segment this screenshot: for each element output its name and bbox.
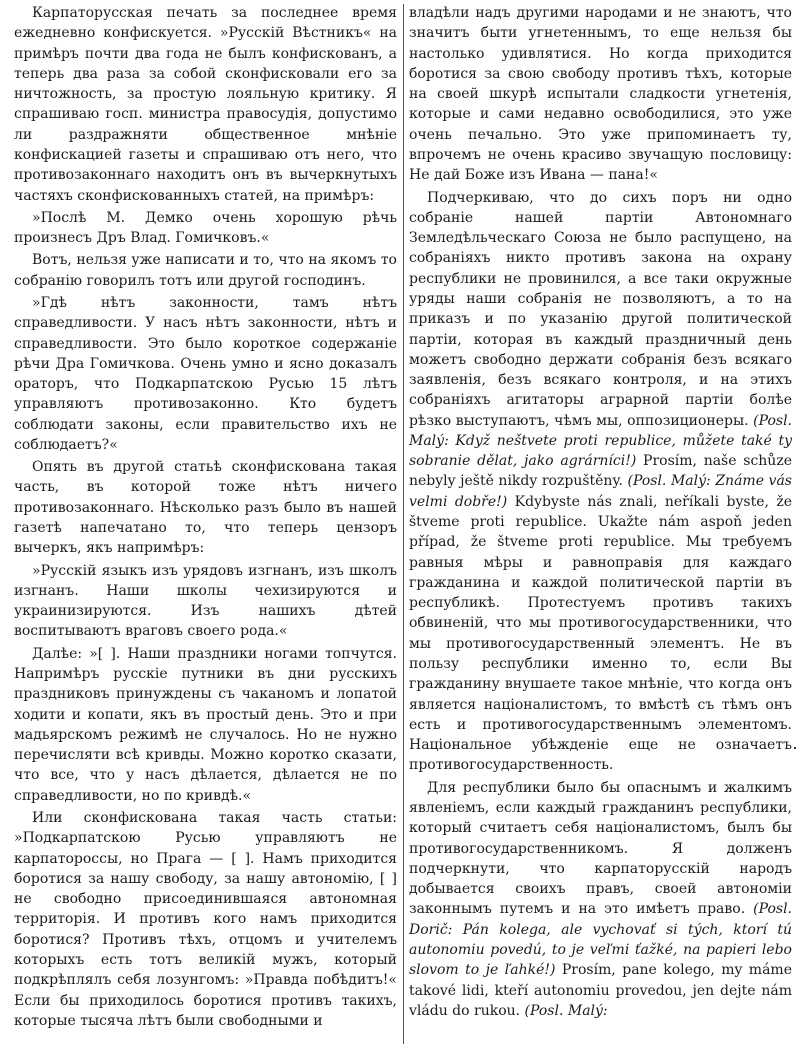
paragraph	[14, 208, 397, 249]
left-column	[14, 3, 397, 1031]
body-text: Prosím, naše schůze nebyly ještě nikdy rozpuštěny.	[409, 453, 792, 490]
paragraph	[14, 644, 397, 806]
paragraph	[409, 188, 792, 776]
body-text: Для республики было бы опаснымъ и жалкимъ явленіемъ, если каждый гражданинъ республики, который считаетъ себя націоналистомъ, былъ бы противогосударственникомъ. Я долженъ подчеркнути, что карпаторусскій народъ добывается своихъ правъ, своей автономіи законнымъ путемъ и на это имѣетъ право.	[409, 779, 792, 918]
body-text: Или сконфискована такая часть статьи: »Подкарпатскою Русью управляютъ не карпатороссы, но Прага — [ ]. Намъ приходится боротися за нашу свободу, за нашу автономію, [ ] не свободно присоединившаяся автономная территорія. И противъ кого намъ приходится боротися? Противъ тѣхъ, отцомъ и учителемъ которыхъ есть тотъ великій мужъ, который подкрѣплялъ себя лозунгомъ: »Правда побѣдитъ!« Если бы приходилось боротися противъ такихъ, которые тысяча лѣтъ были свободными и	[14, 809, 397, 1029]
body-text: владѣли надъ другими народами и не знаютъ, что значитъ быти угнетеннымъ, то еще нельзя бы настолько удивлятися. Но когда приходится боротися за свою свободу противъ тѣхъ, которые на своей шкурѣ испытали сладкости угнетенія, которые и сами недавно освободилися, это уже очень печально. Это уже припоминаетъ ту, впрочемъ не очень красиво звучащую пословицу: Не дай Боже изъ Ивана — пана!«	[409, 5, 792, 184]
paragraph	[14, 808, 397, 1031]
paragraph	[409, 3, 792, 186]
body-text: »Русскій языкъ изъ урядовъ изгнанъ, изъ школъ изгнанъ. Наши школы чехизируются и украинизируются. Изъ нашихъ дѣтей воспитываютъ враговъ своего рода.«	[14, 562, 397, 640]
paragraph	[14, 3, 397, 206]
body-text: »Гдѣ нѣтъ законности, тамъ нѣтъ справедливости. У насъ нѣтъ законности, нѣтъ и справедливости. Это было короткое содержаніе рѣчи Дра Гомичкова. Очень умно и ясно доказалъ ораторъ, что Подкарпатскою Русью 15 лѣтъ управляютъ противозаконно. Кто будетъ соблюдати законы, если правительство ихъ не соблюдаетъ?«	[14, 294, 397, 453]
body-text: Опять въ другой статьѣ сконфискована такая часть, въ которой тоже нѣтъ ничего противозаконнагo. Нѣсколько разъ было въ нашей газетѣ напечатано то, что теперь цензоръ вычеркъ, якъ напримѣръ:	[14, 459, 397, 557]
body-text: Карпаторусская печать за последнее время ежедневно конфискуется. »Русскій Вѣстникъ« на примѣръ почти два года не былъ конфискованъ, а теперь два раза за собой сконфисковали его за ничтожность, за простую лояльную критику. Я спрашиваю госп. министра правосудія, допустимо ли раздражняти общественное мнѣніе конфискацией газеты и спрашиваю отъ него, что противозаконнаго находитъ онъ въ вычеркнутыхъ частяхъ сконфискованныхъ статей, на примѣръ:	[14, 5, 397, 204]
column-divider	[403, 4, 404, 1044]
body-text: Kdybyste nás znali, neříkali byste, že štveme proti republice. Ukažte nám aspoň jeden případ, že štveme proti republice. Мы требуемъ равныя мѣры и равноправія для каждаго гражданина и каждой политической партіи въ республикѣ. Протестуемъ противъ такихъ обвиненій, что мы противогосударственники, что мы противогосударственный элементъ. Не въ пользу республики именно то, если Вы гражданину внушаете такое мнѣніе, что когда онъ является націоналистомъ, то вмѣстѣ съ тѣмъ онъ есть и противогосударственнымъ элементомъ. Національное убѣжденіе еще не означаетъ противогосударственность.	[409, 493, 792, 774]
interjection-text: (Posl. Malý:	[524, 1002, 608, 1019]
margin-mark	[794, 747, 796, 749]
paragraph	[14, 293, 397, 455]
body-text: Вотъ, нельзя уже написати и то, что на якомъ то собранію говорилъ тотъ или другой господинъ.	[14, 252, 397, 289]
interjection-text: (Posl. Malý: Známe vás velmi dobře!)	[409, 473, 792, 510]
right-column	[409, 3, 792, 1021]
paragraph	[14, 561, 397, 642]
paragraph	[14, 250, 397, 291]
paragraph	[14, 457, 397, 558]
interjection-text: (Posl. Malý: Když neštvete proti republice, můžete také ty sobranie dělat, jako agrárníci!)	[409, 412, 792, 470]
body-text: Подчеркиваю, что до сихъ поръ ни одно собраніе нашей партіи Автономнаго Земледѣльческагo Союза не было распущено, на собраніяхъ никто противъ закона на охрану республики не провинился, а все таки окружные уряды наши собранія не позволяютъ, а то на приказъ и по указанію другой политической партіи, которая въ каждый праздничный день можетъ свободно держати собранія безъ всякаго заявленія, безъ всякаго контроля, и на этихъ собраніяхъ агитаторы аграрной партіи болѣе рѣзко выступаютъ, чѣмъ мы, оппозиционеры.	[409, 189, 792, 429]
body-text: Далѣе: »[ ]. Наши праздники ногами топчутся. Напримѣръ русскіе путники въ дни русскихъ праздниковъ принуждены съ чаканомъ и лопатой ходити и копати, якъ въ простый день. Это и при мадьярскомъ режимѣ не случалось. Но не нужно перечисляти всѣ кривды. Можно коротко сказати, что все, что у насъ дѣлается, дѣлается не по справедливости, но по кривдѣ.«	[14, 645, 397, 804]
paragraph	[409, 778, 792, 1021]
body-text: Prosím, pane kolego, my máme takové lidi, kteří autonomiu provedou, jen dejte nám vládu do rukou.	[409, 962, 792, 1019]
interjection-text: (Posl. Dorič: Pán kolega, ale vychovať si tých, ktorí tú autonomiu povedú, to je veľmi ťažké, na papieri lebo slovom to je ľahké!)	[409, 901, 792, 979]
body-text: »Послѣ М. Демко очень хорошую рѣчь произнесъ Дръ Влад. Гомичковъ.«	[14, 209, 397, 247]
